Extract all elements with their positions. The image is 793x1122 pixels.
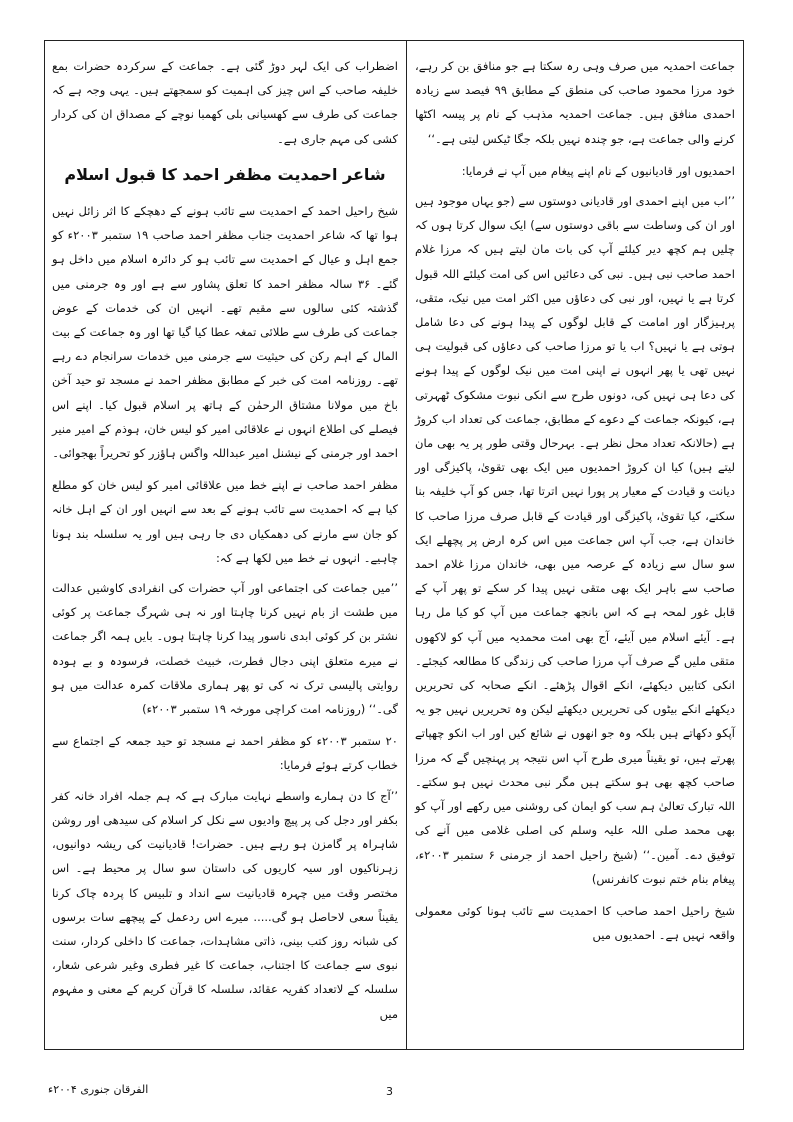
section-heading: شاعر احمدیت مظفر احمد کا قبول اسلام xyxy=(64,164,386,184)
paragraph: شیخ راحیل احمد کے احمدیت سے تائب ہونے کے دھچکے کا اثر زائل نہیں ہوا تھا کہ شاعر احمدیت جناب مظفر احمد صاحب ۱۹ ستمبر ۲۰۰۳ء کو جمع اہل و عیال کے احمدیت سے تائب ہو کر دائرہ اسلام میں داخل ہو گئے۔ ۳۶ سالہ مظفر احمد کا تعلق پشاور سے ہے اور وہ جرمنی میں گذشتہ کئی سالوں سے مقیم تھے۔ انہیں ان کی خدمات کے عوض جماعت کی طرف سے طلائی تمغہ عطا کیا گیا تھا اور وہ جماعت کے بیت المال کے اہم رکن کی حیثیت سے جرمنی میں خدمات سرانجام دے رہے تھے۔ روزنامہ امت کی خبر کے مطابق مظفر احمد نے مسجد تو حید آخن باخ میں مولانا مشتاق الرحمٰن کے ہاتھ پر اسلام قبول کیا۔ اپنے اس فیصلے کی اطلاع انہوں نے علاقائی امیر کو لیس خان، ہوذم کے امیر منیر احمد اور جرمنی کے نیشنل امیر عبداللہ واگس ہاؤزر کو تحریراً بھجوائی۔ xyxy=(52,204,399,461)
column-divider xyxy=(406,40,407,1050)
publication-footer: الفرقان جنوری ۲۰۰۴ء xyxy=(48,1083,149,1096)
quote-block: ’’آج کا دن ہمارے واسطے نہایت مبارک ہے کہ ہم جملہ افراد خانہ کفر بکفر اور دجل کی پر پیچ وادیوں سے نکل کر اسلام کی سیدھی اور روشن شاہراہ پر گامزن ہو رہے ہیں۔ حضرات! قادیانیت کی ریشہ دوانیوں، زہرناکیوں اور سیہ کاریوں کی داستان سو سال پر محیط ہے۔ اس مختصر وقت میں چہرہ قادیانیت سے انداد و تلبیس کا پردہ چاک کرنا یقیناً سعی لاحاصل ہو گی..... میرے اس ردعمل کے پیچھے سات برسوں کی شبانہ روز کتب بینی، ذاتی مشاہدات، جماعت کا داخلی کردار، سنت نبوی سے جماعت کا اجتناب، جماعت کا غیر فطری وغیر شرعی شعار، سلسلہ کے لاتعداد کفریہ عقائد، سلسلہ کا قرآن کریم کے معنی و مفہوم میں xyxy=(52,788,398,1021)
paragraph: ۲۰ ستمبر ۲۰۰۳ء کو مظفر احمد نے مسجد تو حید جمعہ کے اجتماع سے خطاب کرتے ہوئے فرمایا: xyxy=(52,734,398,773)
left-column xyxy=(52,54,398,1026)
paragraph: جماعت احمدیہ میں صرف وہی رہ سکتا ہے جو منافق بن کر رہے، خود مرزا محمود صاحب کی منطق کے مطابق ۹۹ فیصد سے زیادہ احمدی منافق ہیں۔ جماعت احمدیہ مذہب کے نام پر پیسہ اکٹھا کرنے والی جماعت ہے، جو چندہ نہیں بلکہ جگا ٹیکس لیتی ہے۔‘‘ xyxy=(415,59,735,146)
paragraph: شیخ راحیل احمد صاحب کا احمدیت سے تائب ہونا کوئی معمولی واقعہ نہیں ہے۔ احمدیوں میں xyxy=(415,903,735,943)
quote-block: ’’میں جماعت کی اجتماعی اور آپ حضرات کی انفرادی کاوشیں عدالت میں طشت از بام نہیں کرنا چاہتا اور نہ ہی شہرگ جماعت پر کوئی نشتر بن کر کوئی ابدی ناسور پیدا کرنا چاہتا ہوں۔ بایں ہمہ اگر جماعت نے میرے متعلق اپنی دجال فطرت، خبیث خصلت، فرسودہ و بے ہودہ روایتی پالیسی ترک نہ کی تو پھر ہماری ملاقات کمرہ عدالت میں ہو گی۔‘‘ (روزنامہ امت کراچی مورخہ ۱۹ ستمبر ۲۰۰۳ء) xyxy=(52,581,398,717)
right-column xyxy=(415,54,735,947)
paragraph: اضطراب کی ایک لہر دوڑ گئی ہے۔ جماعت کے سرکردہ حضرات بمع خلیفہ صاحب کے اس چیز کی اہمیت کو سمجھتے ہیں۔ یہی وجہ ہے کہ جماعت کی طرف سے کھسیانی بلی کھمبا نوچے کے مصداق ان کی کردار کشی کی مہم جاری ہے۔ xyxy=(52,59,398,146)
paragraph: احمدیوں اور قادیانیوں کے نام اپنے پیغام میں آپ نے فرمایا: xyxy=(461,163,735,178)
paragraph: مظفر احمد صاحب نے اپنے خط میں علاقائی امیر کو لیس خان کو مطلع کیا ہے کہ احمدیت سے تائب ہونے کے بعد سے انہیں اور ان کے اہل خانہ کو جان سے مارنے کی دھمکیاں دی جا رہی ہیں اور یہ سلسلہ بند ہونا چاہیے۔ انہوں نے خط میں لکھا ہے کہ: xyxy=(52,478,398,565)
quote-block: ’’اب میں اپنے احمدی اور قادیانی دوستوں سے (جو یہاں موجود ہیں اور ان کی وساطت سے باقی دوستوں سے) ایک سوال کرتا ہوں کہ چلیں ہم کچھ دیر کیلئے آپ کی بات مان لیتے ہیں کہ مرزا غلام احمد صاحب نبی ہیں۔ نبی کی دعائیں اس کی امت کیلئے اللہ قبول کرتا ہے یا نہیں، اور نبی کی دعاؤں میں اکثر امت میں نیک، متقی، پرہیزگار اور امامت کے قابل لوگوں کے پیدا ہونے کی دعا شامل ہوتی ہے یا نہیں؟ اب یا تو مرزا صاحب کی دعاؤں کی قبولیت ہی نہیں تھی یا پھر انہوں نے اپنی امت میں نیک لوگوں کے پیدا ہونے کی دعا ہی نہیں کی، دونوں طرح سے انکی نبوت مشکوک ٹھہرتی ہے، کیونکہ جماعت کے دعوے کے مطابق، جماعت کی تعداد اب کروڑ ہے (حالانکہ تعداد محل نظر ہے۔ بہرحال وقتی طور پر یہ بھی مان لیتے ہیں) کیا ان کروڑ احمدیوں میں ایک بھی تقویٰ، پاکیزگی اور دیانت و قیادت کے معیار پر پورا نہیں اترتا تھا، جس کو آپ خلیفہ بنا سکتے، کیا تقویٰ، پاکیزگی اور قیادت کے قابل صرف مرزا صاحب کا خاندان ہے، جب آپ اس جماعت میں اس کرہ ارض پر پچھلے ایک سو سال سے زیادہ کے عرصہ میں بھی، خاندان مرزا غلام احمد صاحب سے باہر ایک بھی متقی نہیں پیدا کر سکے تو پھر آپ کے قابل غور لمحہ ہے کہ اس بانجھ جماعت میں آپ کو کیا مل رہا ہے۔ آیئے اسلام میں آیئے، آج بھی امت محمدیہ میں آپ کو لاکھوں متقی ملیں گے صرف آپ مرزا صاحب کی زندگی کا مطالعہ کیجئے۔ انکی کتابیں دیکھئے، انکے اقوال پڑھئے۔ انکے صحابہ کی تحریریں دیکھئے انکے بیٹوں کی تحریریں دیکھئے لیکن وہ تحریریں نہیں جو یہ آپکو دکھاتے ہیں بلکہ وہ جو انھوں نے شائع کیں اور اب انکو چھپاتے پھرتے ہیں، تو یقیناً میری طرح آپ اس نتیجہ پر پہنچیں گے کہ مرزا صاحب کچھ بھی ہو سکتے ہیں مگر نبی محدث نہیں ہو سکتے۔ اللہ تبارک تعالیٰ ہم سب کو ایمان کی روشنی میں رکھے اور آپ کو بھی محمد صلی اللہ علیہ وسلم کی اصلی غلامی میں آنے کی توفیق دے۔ آمین۔‘‘ (شیخ راحیل احمد از جرمنی ۶ ستمبر ۲۰۰۳ء، پیغام بنام ختم نبوت کانفرنس) xyxy=(415,194,735,886)
page-number: 3 xyxy=(386,1085,393,1098)
